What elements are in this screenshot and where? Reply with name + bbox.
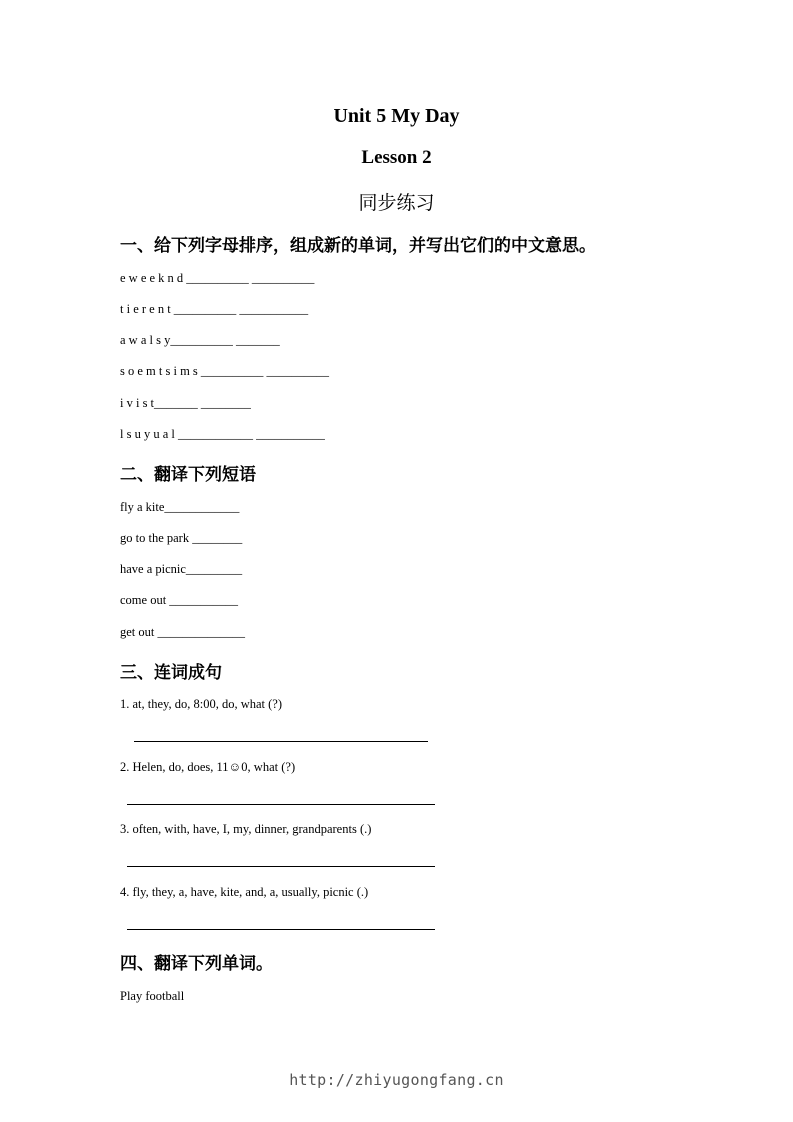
section-1-item: l s u y u a l ____________ ___________ xyxy=(120,427,325,441)
section-1-item: i v i s t_______ ________ xyxy=(120,396,251,410)
section-3-item: 2. Helen, do, does, 11☺0, what (?) xyxy=(120,760,296,774)
section-1-item: e w e e k n d __________ __________ xyxy=(120,271,315,285)
answer-line xyxy=(127,866,435,867)
section-3-heading: 三、连词成句 xyxy=(120,663,222,683)
section-3-item: 4. fly, they, a, have, kite, and, a, usually, picnic (.) xyxy=(120,885,369,899)
page-subtitle: 同步练习 xyxy=(358,192,435,214)
section-2-item: fly a kite____________ xyxy=(120,500,240,514)
answer-line xyxy=(127,804,435,805)
section-4-item: Play football xyxy=(120,989,185,1003)
section-2-heading: 二、翻译下列短语 xyxy=(120,465,256,485)
section-2-item: come out ___________ xyxy=(120,593,239,607)
section-3-item: 1. at, they, do, 8:00, do, what (?) xyxy=(120,697,282,711)
section-1-item: t i e r e n t __________ ___________ xyxy=(120,302,309,316)
section-1-item: s o e m t s i m s __________ __________ xyxy=(120,364,330,378)
section-1-item: a w a l s y__________ _______ xyxy=(120,333,280,347)
answer-line xyxy=(127,929,435,930)
section-2-item: get out ______________ xyxy=(120,625,245,639)
section-3-item: 3. often, with, have, I, my, dinner, grandparents (.) xyxy=(120,822,372,836)
lesson-title: Lesson 2 xyxy=(361,147,432,168)
footer-url[interactable]: http://zhiyugongfang.cn xyxy=(289,1071,504,1089)
page-title: Unit 5 My Day xyxy=(333,105,460,127)
section-2-item: have a picnic_________ xyxy=(120,562,243,576)
section-2-item: go to the park ________ xyxy=(120,531,243,545)
answer-line xyxy=(134,741,428,742)
section-1-heading: 一、给下列字母排序，组成新的单词，并写出它们的中文意思。 xyxy=(120,236,596,256)
section-4-heading: 四、翻译下列单词。 xyxy=(120,954,273,974)
